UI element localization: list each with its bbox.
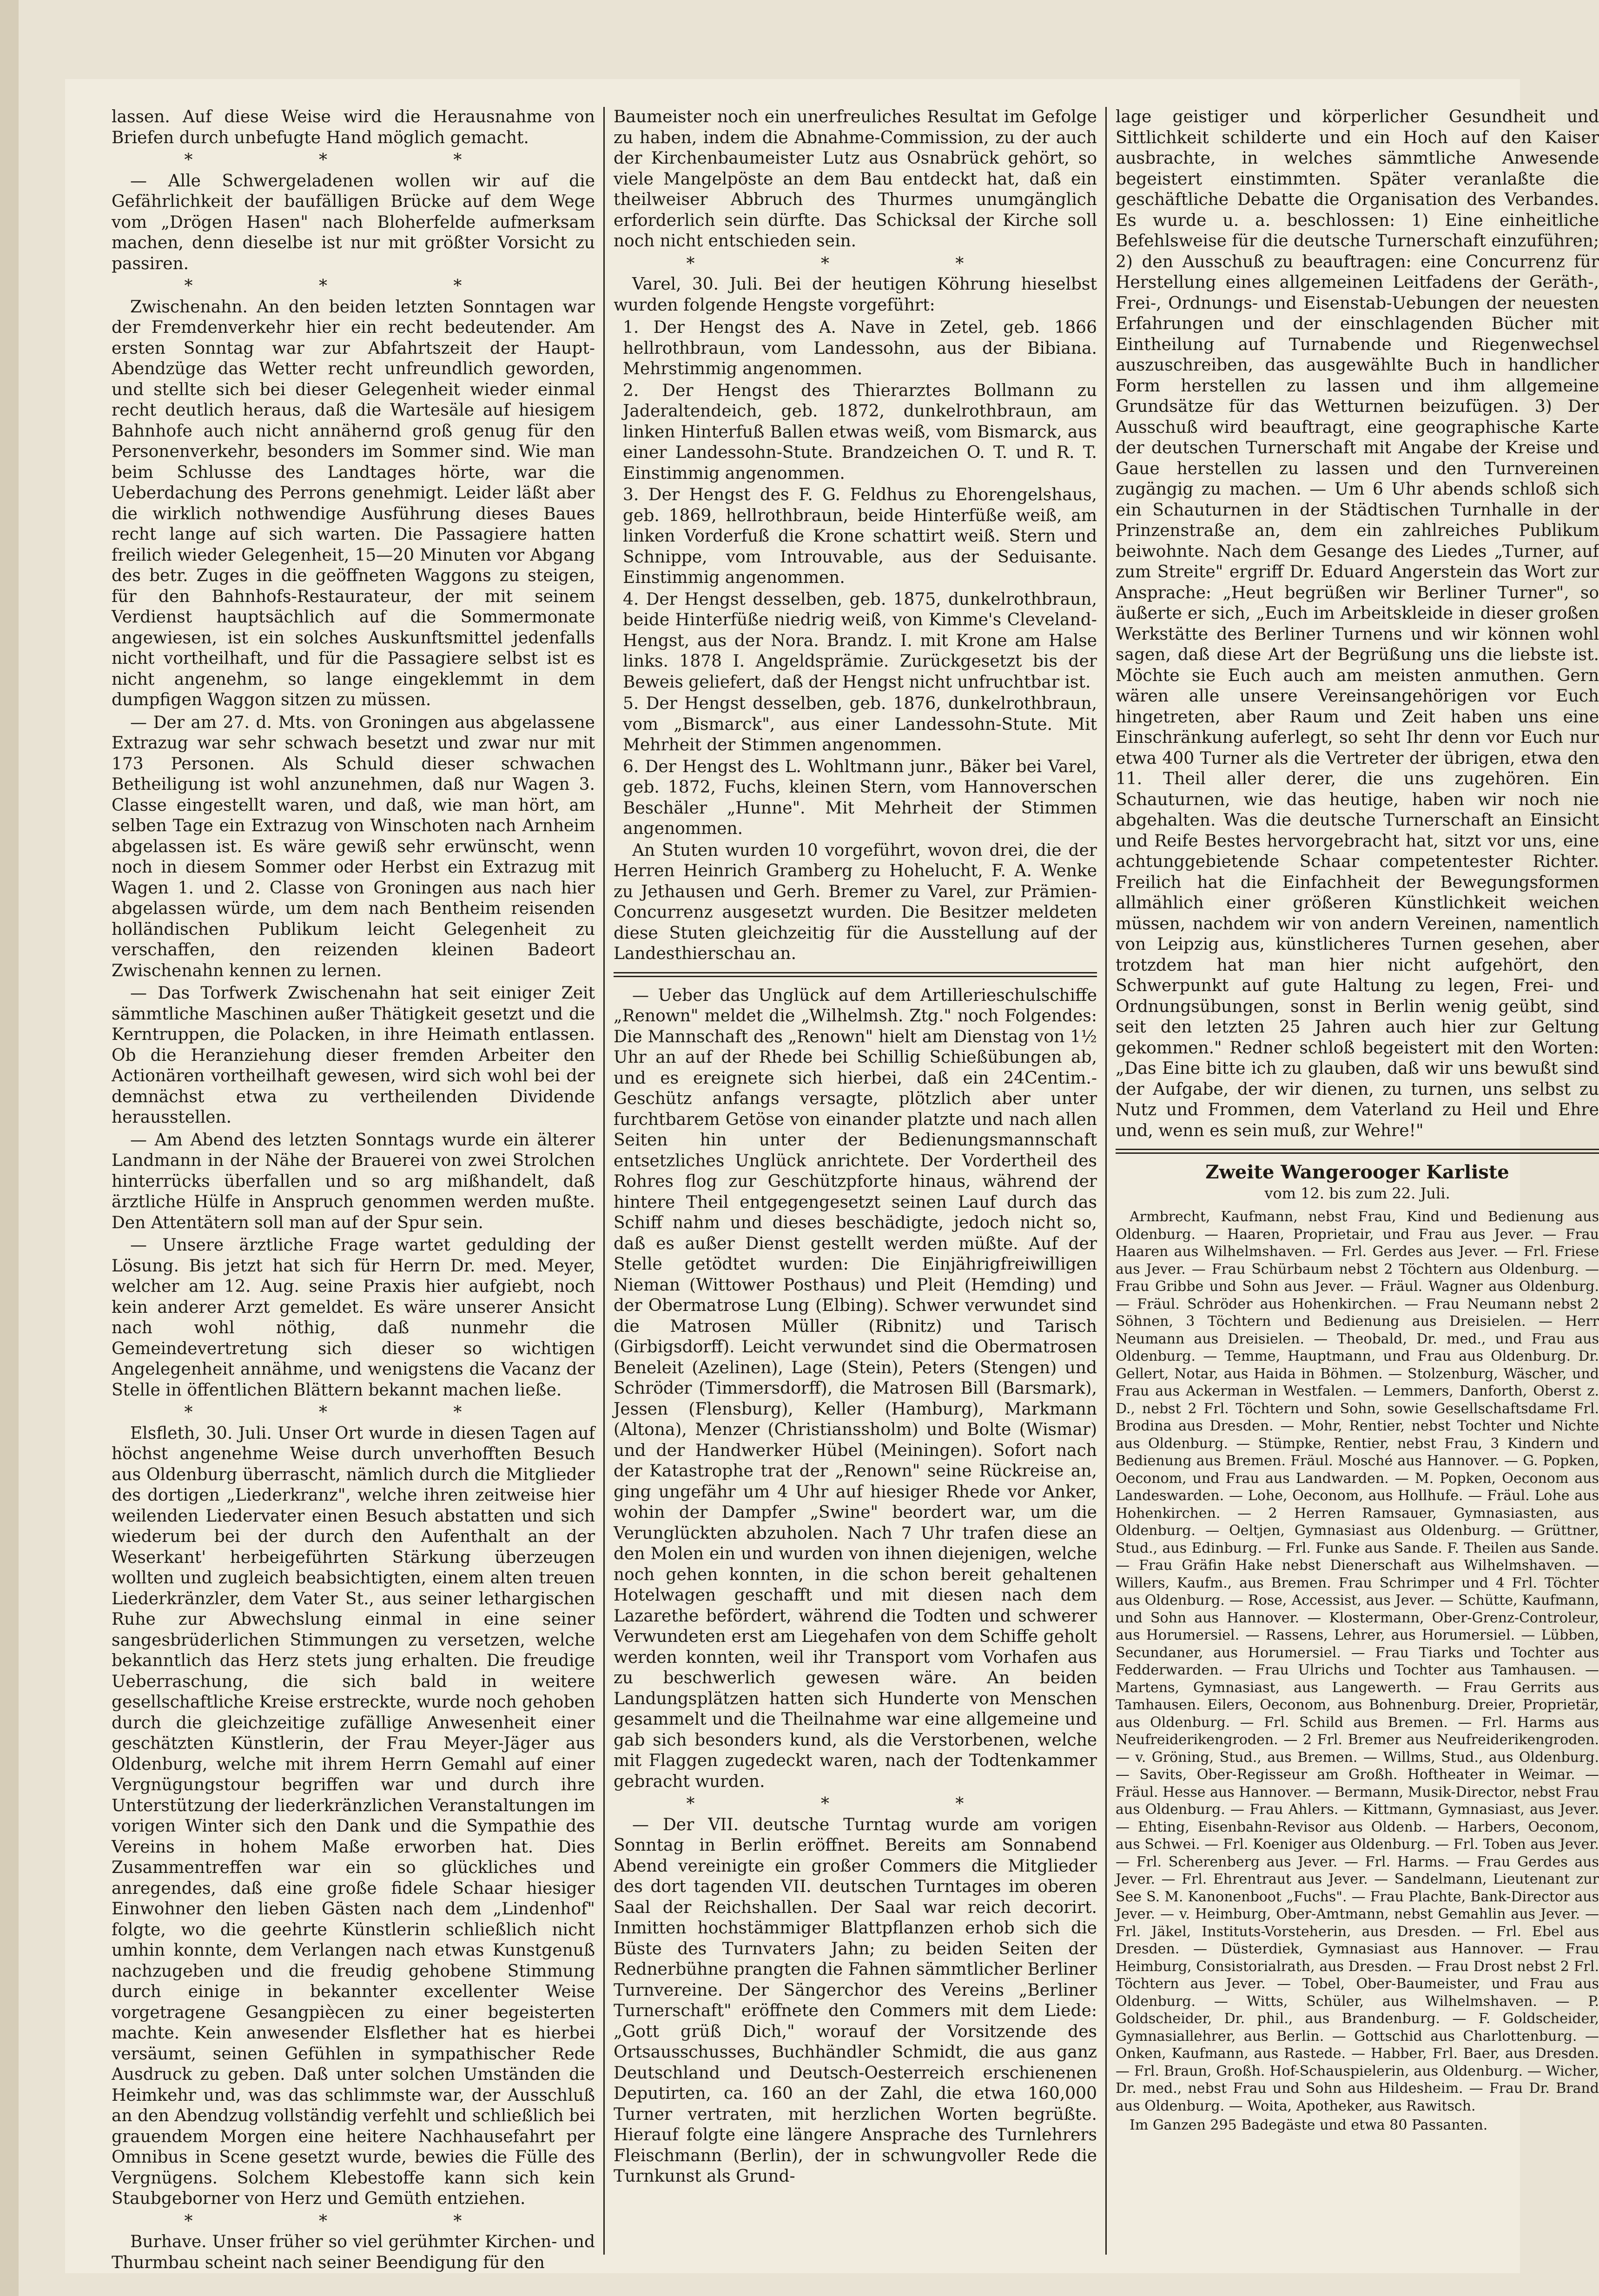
article-stuten: An Stuten wurden 10 vorgeführt, wovon drei, die der Herren Heinrich Gramberg zu Hohelucht, F. A. Wenke zu Jethausen und Gerh. Bremer zu Varel, zur Prämien-Concurrenz ausgesetzt wurden. Die Besitzer meldeten diese Stuten gleichzeitig für die Ausstellung auf der Landesthierschau an.: [614, 840, 1097, 963]
column-2: [614, 107, 1097, 2264]
list-item: 2. Der Hengst des Thierarztes Bollmann zu Jaderaltendeich, geb. 1872, dunkelrothbraun, am linken Hinterfuß Ballen etwas weiß, vom Bismarck, aus einer Landessohn-Stute. Brandzeichen O. T. und R. T. Einstimmig angenommen.: [623, 381, 1097, 483]
karliste-total: Im Ganzen 295 Badegäste und etwa 80 Passanten.: [1130, 2117, 1488, 2133]
article-elsfleth: Elsfleth, 30. Juli. Unser Ort wurde in diesen Tagen auf höchst angenehme Weise durch unverhofften Besuch aus Oldenburg überrascht, nämlich durch die Mitglieder des dortigen „Liederkranz", welche ihren zeitweise hier weilenden Liedervater einen Besuch abstatten und sich wiederum bei der durch den Aufenthalt an der Weserkant' herbeigeführten Stärkung überzeugen wollten und zugleich beabsichtigten, einem alten treuen Liederkränzler, dem Vater St., aus seiner lethargischen Ruhe zur Abwechslung einmal in eine seiner sangesbrüderlichen Stimmungen zu versetzen, welche bekanntlich das Herz stets jung erhalten. Die freudige Ueberraschung, die sich bald in weitere gesellschaftliche Kreise erstreckte, wurde noch gehoben durch die gleichzeitige zufällige Anwesenheit einer geschätzten Künstlerin, der Frau Meyer-Jäger aus Oldenburg, welche mit ihrem Herrn Gemahl auf einer Vergnügungstour begriffen war und durch ihre Unterstützung der liederkränzlichen Veranstaltungen im vorigen Winter sich den Dank und die Sympathie des Vereins in hohem Maße erworben hat. Dies Zusammentreffen war ein so glückliches und anregendes, daß eine große fidele Schaar hiesiger Einwohner den lieben Gästen nach dem „Lindenhof" folgte, wo die geehrte Künstlerin schließlich nicht umhin konnte, dem Verlangen nach etwas Kunstgenuß nachzugeben und die freudig gehobene Stimmung durch einige in bekannter excellenter Weise vorgetragene Gesangpiècen zu einer begeisterten machte. Kein anwesender Elsflether hat es hierbei versäumt, seinen Gefühlen in sympathischer Rede Ausdruck zu geben. Daß unter solchen Umständen die Heimkehr und, was das schlimmste war, der Ausschluß an den Abendzug vollständig verfehlt und schließlich bei grauendem Morgen eine heitere Nachhausefahrt per Omnibus in Scene gesetzt wurde, bewies die Fülle des Vergnügens. Solchem Klebestoffe kann sich kein Staubgeborner von Herz und Gemüth entziehen.: [112, 1423, 595, 2208]
article-schwergeladene: — Alle Schwergeladenen wollen wir auf die Gefährlichkeit der baufälligen Brücke auf dem Wege vom „Drögen Hasen" nach Bloherfelde aufmerksam machen, denn dieselbe ist nur mit größter Vorsicht zu passiren.: [112, 171, 595, 273]
article-zwischenahn: Zwischenahn. An den beiden letzten Sonntagen war der Fremdenverkehr hier ein recht bedeutender. Am ersten Sonntag war zur Abfahrtszeit der Haupt-Abendzüge das Wetter recht unfreundlich geworden, und stellte sich bei dieser Gelegenheit wieder einmal recht deutlich heraus, daß die Wartesäle auf hiesigem Bahnhofe auch nicht annähernd groß genug für den Personenverkehr, besonders im Sommer sind. Wie man beim Schlusse des Landtages hörte, war die Ueberdachung des Perrons genehmigt. Leider läßt aber die wirklich nothwendige Ausführung dieses Baues recht lange auf sich warten. Die Passagiere hatten freilich wieder Gelegenheit, 15—20 Minuten vor Abgang des betr. Zuges in die geöffneten Waggons zu steigen, für den Bahnhofs-Restaurateur, der mit seinem Verdienst hauptsächlich auf die Sommermonate angewiesen, ist ein solches Auskunftsmittel jedenfalls nicht vortheilhaft, und für die Passagiere selbst ist es nicht angenehm, so lange eingeklemmt in dem dumpfigen Waggon sitzen zu müssen.: [112, 297, 595, 709]
article-turntag: — Der VII. deutsche Turntag wurde am vorigen Sonntag in Berlin eröffnet. Bereits am Sonnabend Abend vereinigte ein großer Commers die Mitglieder des dort tagenden VII. deutschen Turntages im oberen Saal der Reichshallen. Der Saal war reich decorirt. Inmitten hochstämmiger Blattpflanzen erhob sich die Büste des Turnvaters Jahn; zu beiden Seiten der Rednerbühne prangten die Fahnen sämmtlicher Berliner Turnvereine. Der Sängerchor des Vereins „Berliner Turnerschaft" eröffnete den Commers mit dem Liede: „Gott grüß Dich," worauf der Vorsitzende des Ortsausschusses, Buchhändler Schmidt, die aus ganz Deutschland und Deutsch-Oesterreich erschienenen Deputirten, ca. 160 an der Zahl, die etwa 160,000 Turner vertraten, mit herzlichen Worten begrüßte. Hierauf folgte eine längere Ansprache des Turnlehrers Fleischmann (Berlin), der in schwungvoller Rede die Turnkunst als Grund-: [614, 1815, 1097, 2186]
list-item: 3. Der Hengst des F. G. Feldhus zu Ehorengelshaus, geb. 1869, hellrothbraun, beide Hinterfüße weiß, am linken Vorderfuß die Krone schattirt weiß. Stern und Schnippe, vom Introuvable, aus der Seduisante. Einstimmig angenommen.: [623, 485, 1097, 587]
newspaper-page: [65, 79, 1599, 2273]
section-stars: * * *: [184, 2211, 522, 2231]
article-turntag-cont: lage geistiger und körperlicher Gesundheit und Sittlichkeit schilderte und ein Hoch auf den Kaiser ausbrachte, in welches sämmtliche Anwesende begeistert einstimmten. Später veranlaßte die geschäftliche Debatte die Organisation des Verbandes. Es wurde u. a. beschlossen: 1) Eine einheitliche Befehlsweise für die deutsche Turnerschaft einzuführen; 2) den Ausschuß zu beauftragen: eine Concurrenz für Herstellung eines allgemeinen Leitfadens der Geräth-, Frei-, Ordnungs- und Eisenstab-Uebungen der neuesten Erfahrungen und der einschlagenden Bücher mit Eintheilung auf Turnabende und Riegenwechsel auszuschreiben, das ausgewählte Buch in handlicher Form herstellen zu lassen und ihm allgemeine Grundsätze für das Wetturnen beizufügen. 3) Der Ausschuß wird beauftragt, eine geographische Karte der deutschen Turnerschaft mit Angabe der Kreise und Gaue herstellen zu lassen und den Turnvereinen zugängig zu machen. — Um 6 Uhr abends schloß sich ein Schauturnen in der Städtischen Turnhalle in der Prinzenstraße an, dem ein zahlreiches Publikum beiwohnte. Nach dem Gesange des Liedes „Turner, auf zum Streite" ergriff Dr. Eduard Angerstein das Wort zur Ansprache: „Heut begrüßen wir Berliner Turner", so äußerte er sich, „Euch im Arbeitskleide in dieser großen Werkstätte des Berliner Turnens und wir können wohl sagen, daß diese Art der Begrüßung uns die liebste ist. Möchte sie Euch auch am meisten anmuthen. Gern wären alle unsere Vereinsangehörigen vor Euch hingetreten, aber Raum und Zeit haben uns eine Einschränkung auferlegt, so seht Ihr denn vor Euch nur etwa 400 Turner als die Vertreter der übrigen, etwa den 11. Theil aller derer, die uns zugehören. Ein Schauturnen, wie das heutige, haben wir noch nie abgehalten. Was die deutsche Turnerschaft an Einsicht und Reife Bestes hervorgebracht hat, sitzt vor uns, eine achtunggebietende Schaar competentester Richter. Freilich hat die Einfachheit der Bewegungsformen allmählich einer größeren Künstlichkeit weichen müssen, nachdem wir von andern Vereinen, namentlich von Leipzig aus, künstlicheres Turnen gesehen, aber trotzdem hat man hier nicht aufgehört, den Schwerpunkt auf gute Haltung zu legen, Frei- und Ordnungsübungen, sonst in Berlin wenig geübt, sind seit den letzten 25 Jahren auch hier zur Geltung gekommen." Redner schloß begeistert mit den Worten: „Das Eine bitte ich zu glauben, daß wir uns bewußt sind der Aufgabe, der wir dienen, zu turnen, uns selbst zu Nutz und Frommen, dem Vaterland zu Heil und Ehre und, wenn es sein muß, zur Wehre!": [1116, 107, 1599, 1140]
list-item: 4. Der Hengst desselben, geb. 1875, dunkelrothbraun, beide Hinterfüße niedrig weiß, von Kimme's Cleveland-Hengst, aus der Nora. Brandz. I. mit Krone am Halse links. 1878 I. Angeldsprämie. Zurückgesetzt bis der Beweis geliefert, daß der Hengst nicht unfruchtbar ist.: [623, 589, 1097, 692]
karliste-body: [1116, 1208, 1599, 2134]
column-3: [1116, 107, 1599, 2264]
section-stars: * * *: [686, 1794, 1024, 1813]
article-arzt: — Unsere ärztliche Frage wartet gedulding der Lösung. Bis jetzt hat sich für Herrn Dr. med. Meyer, welcher am 12. Aug. seine Praxis hier aufgiebt, noch kein anderer Arzt gemeldet. Es wäre unserer Ansicht nach wohl nöthig, daß nunmehr die Gemeindevertretung sich dieser so wichtigen Angelegenheit annähme, und wenigstens die Vacanz der Stelle in öffentlichen Blättern bekannt machen ließe.: [112, 1236, 595, 1400]
hengst-list: [614, 318, 1097, 840]
article-varel: Varel, 30. Juli. Bei der heutigen Köhrung hieselbst wurden folgende Hengste vorgeführt:: [614, 275, 1097, 315]
column-rule: [603, 107, 605, 2255]
section-divider: [614, 972, 1097, 977]
page-edge-shadow: [0, 0, 19, 2296]
section-stars: * * *: [184, 277, 522, 296]
karliste-subtitle: vom 12. bis zum 22. Juli.: [1264, 1184, 1450, 1202]
list-item: 5. Der Hengst desselben, geb. 1876, dunkelrothbraun, vom „Bismarck", aus einer Landessohn-Stute. Mit Mehrheit der Stimmen angenommen.: [623, 694, 1097, 754]
section-stars: * * *: [184, 151, 522, 170]
article-burhave-cont: Baumeister noch ein unerfreuliches Resultat im Gefolge zu haben, indem die Abnahme-Commission, zu der auch der Kirchenbaumeister Lutz aus Osnabrück gehört, so viele Mangelpöste an dem Bau entdeckt hat, daß ein theilweiser Abbruch des Thurmes unumgänglich erforderlich sein dürfte. Das Schicksal der Kirche soll noch nicht entschieden sein.: [614, 107, 1097, 251]
article-burhave: Burhave. Unser früher so viel gerühmter Kirchen- und Thurmbau scheint nach seiner Beendigung für den: [112, 2232, 595, 2272]
article-text: lassen. Auf diese Weise wird die Herausnahme von Briefen durch unbefugte Hand möglich gemacht.: [112, 107, 595, 147]
section-stars: * * *: [184, 1403, 522, 1422]
column-1: [112, 107, 595, 2272]
list-item: 1. Der Hengst des A. Nave in Zetel, geb. 1866 hellrothbraun, vom Landessohn, aus der Bibiana. Mehrstimmig angenommen.: [623, 318, 1097, 378]
article-extrazug: — Der am 27. d. Mts. von Groningen aus abgelassene Extrazug war sehr schwach besetzt und zwar nur mit 173 Personen. Als Schuld dieser schwachen Betheiligung ist wohl anzunehmen, daß nur Wagen 3. Classe eingestellt waren, und daß, wie man hört, am selben Tage ein Extrazug von Winschoten nach Arnheim abgelassen ist. Es wäre gewiß sehr erwünscht, wenn noch in diesem Sommer oder Herbst ein Extrazug mit Wagen 1. und 2. Classe von Groningen aus nach hier abgelassen würde, um dem nach Bentheim reisenden holländischen Publikum leicht Gelegenheit zu verschaffen, den reizenden kleinen Badeort Zwischenahn kennen zu lernen.: [112, 713, 595, 980]
list-item: 6. Der Hengst des L. Wohltmann junr., Bäker bei Varel, geb. 1872, Fuchs, kleinen Stern, vom Hannoverschen Beschäler „Hunne". Mit Mehrheit der Stimmen angenommen.: [623, 757, 1097, 838]
article-renown: — Ueber das Unglück auf dem Artillerieschulschiffe „Renown" meldet die „Wilhelmsh. Ztg." noch Folgendes: Die Mannschaft des „Renown" hielt am Dienstag von 1½ Uhr an auf der Rhede bei Schillig Schießübungen ab, und es ereignete sich hierbei, daß ein 24Centim.-Geschütz anfangs versagte, plötzlich aber unter furchtbarem Getöse von einander platzte und nach allen Seiten hin unter der Bedienungsmannschaft entsetzliches Unglück anrichtete. Der Vordertheil des Rohres flog zur Geschützpforte hinaus, während der hintere Theil entgegengesetzt seinen Lauf durch das Schiff nahm und dieses beschädigte, jedoch nicht so, daß es außer Dienst gestellt werden müßte. Auf der Stelle getödtet wurden: Die Einjährigfreiwilligen Nieman (Wittower Posthaus) und Pleit (Hemding) und der Obermatrose Lung (Elbing). Schwer verwundet sind die Matrosen Müller (Ribnitz) und Tarisch (Girbigsdorff). Leicht verwundet sind die Obermatrosen Beneleit (Azelinen), Lage (Stein), Peters (Stengen) und Schröder (Timmersdorff), die Matrosen Bill (Barsmark), Jessen (Flensburg), Keller (Hamburg), Markmann (Altona), Menzer (Christianssholm) und Bolte (Wismar) und der Handwerker Hübel (Meiningen). Sofort nach der Katastrophe trat der „Renown" seine Rückreise an, ging ungefähr um 4 Uhr auf hiesiger Rhede vor Anker, wohin der Dampfer „Swine" beordert war, um die Verunglückten abzuholen. Nach 7 Uhr trafen diese an den Molen ein und wurden von ihnen diejenigen, welche noch gehen konnten, in die schon bereit gehaltenen Hotelwagen geschafft und mit diesen nach dem Lazarethe befördert, während die Todten und schwerer Verwundeten erst am Liegehafen von dem Schiffe geholt werden konnten, weil ihr Transport vom Vorhafen aus zu beschwerlich gewesen wäre. An beiden Landungsplätzen hatten sich Hunderte von Menschen gesammelt und die Theilnahme war eine allgemeine und gab sich besonders kund, als die Verstorbenen, welche mit Flaggen zugedeckt waren, nach der Todtenkammer gebracht wurden.: [614, 986, 1097, 1791]
article-torfwerk: — Das Torfwerk Zwischenahn hat seit einiger Zeit sämmtliche Maschinen außer Thätigkeit gesetzt und die Kerntruppen, die Polacken, in ihre Heimath entlassen. Ob die Heranziehung dieser fremden Arbeiter den Actionären vortheilhaft gewesen, wird sich wohl bei der demnächst etwa zu vertheilenden Dividende herausstellen.: [112, 984, 595, 1127]
section-stars: * * *: [686, 254, 1024, 273]
column-rule: [1105, 107, 1107, 2255]
section-divider: [1116, 1149, 1599, 1154]
karliste-text: Armbrecht, Kaufmann, nebst Frau, Kind und Bedienung aus Oldenburg. — Haaren, Proprietair, und Frau aus Jever. — Frau Haaren aus Wilhelmshaven. — Frl. Gerdes aus Jever. — Frl. Friese aus Jever. — Frau Schürbaum nebst 2 Töchtern aus Oldenburg. — Frau Gribbe und Sohn aus Jever. — Fräul. Wagner aus Oldenburg. — Fräul. Schröder aus Hohenkirchen. — Frau Neumann nebst 2 Söhnen, 3 Töchtern und Bedienung aus Dreisielen. — Herr Neumann aus Dreisielen. — Theobald, Dr. med., und Frau aus Oldenburg. — Temme, Hauptmann, und Frau aus Oldenburg. Dr. Gellert, Notar, aus Haida in Böhmen. — Stolzenburg, Wäscher, und Frau aus Ackerman in Westfalen. — Lemmers, Danforth, Oberst z. D., nebst 2 Frl. Töchtern und Sohn, sowie Gesellschaftsdame Frl. Brodina aus Dresden. — Mohr, Rentier, nebst Tochter und Nichte aus Oldenburg. — Stümpke, Rentier, nebst Frau, 3 Kindern und Bedienung aus Bremen. Fräul. Mosché aus Hannover. — G. Popken, Oeconom, und Frau aus Landwarden. — M. Popken, Oeconom aus Landeswarden. — Lohe, Oeconom, aus Hollhufe. — Fräul. Lohe aus Hohenkirchen. — 2 Herren Ramsauer, Gymnasiasten, aus Oldenburg. — Oeltjen, Gymnasiast aus Oldenburg. — Grüttner, Stud., aus Edinburg. — Frl. Funke aus Sande. F. Theilen aus Sande. — Frau Gräfin Hake nebst Dienerschaft aus Wilhelmshaven. — Willers, Kaufm., aus Bremen. Frau Schrimper und 4 Frl. Töchter aus Oldenburg. — Rose, Accessist, aus Jever. — Schütte, Kaufmann, und Sohn aus Hannover. — Klostermann, Ober-Grenz-Controleur, aus Horumersiel. — Rassens, Lehrer, aus Horumersiel. — Lübben, Secundaner, aus Horumersiel. — Frau Tiarks und Tochter aus Fedderwarden. — Frau Ulrichs und Tochter aus Tamhausen. — Martens, Gymnasiast, aus Langewerth. — Frau Gerrits aus Tamhausen. Eilers, Oeconom, aus Bohnenburg. Dreier, Proprietär, aus Oldenburg. — Frl. Schild aus Bremen. — Frl. Harms aus Neufreiderikengroden. — 2 Frl. Bremer aus Neufreiderikengroden. — v. Gröning, Stud., aus Bremen. — Willms, Stud., aus Oldenburg. — Savits, Ober-Regisseur am Großh. Hoftheater in Weimar. — Fräul. Hesse aus Hannover. — Bermann, Musik-Director, nebst Frau aus Oldenburg. — Frau Ahlers. — Kittmann, Gymnasiast, aus Jever. — Ehting, Eisenbahn-Revisor aus Oldenb. — Harbers, Oeconom, aus Schwei. — Frl. Koeniger aus Oldenburg. — Frl. Toben aus Jever. — Frl. Scherenberg aus Jever. — Frl. Harms. — Frau Gerdes aus Jever. — Frl. Ehrentraut aus Jever. — Sandelmann, Lieutenant zur See S. M. Kanonenboot „Fuchs". — Frau Plachte, Bank-Director aus Jever. — v. Heimburg, Ober-Amtmann, nebst Gemahlin aus Jever. — Frl. Jäkel, Instituts-Vorsteherin, aus Dresden. — Frl. Ebel aus Dresden. — Düsterdiek, Gymnasiast aus Hannover. — Frau Heimburg, Consistorialrath, aus Dresden. — Frau Drost nebst 2 Frl. Töchtern aus Jever. — Tobel, Ober-Baumeister, und Frau aus Oldenburg. — Witts, Schüler, aus Wilhelmshaven. — P. Goldscheider, Dr. phil., aus Brandenburg. — F. Goldscheider, Gymnasiallehrer, aus Berlin. — Gottschid aus Charlottenburg. — Onken, Kaufmann, aus Rastede. — Habber, Frl. Baer, aus Dresden. — Frl. Braun, Großh. Hof-Schauspielerin, aus Oldenburg. — Wicher, Dr. med., nebst Frau und Sohn aus Hildesheim. — Frau Dr. Brand aus Oldenburg. — Woita, Apotheker, aus Rawitsch.: [1116, 1209, 1599, 2114]
karliste-title: Zweite Wangerooger Karliste: [1205, 1161, 1509, 1183]
article-ueberfall: — Am Abend des letzten Sonntags wurde ein älterer Landmann in der Nähe der Brauerei von zwei Strolchen hinterrücks überfallen und so arg mißhandelt, daß ärztliche Hülfe in Anspruch genommen werden mußte. Den Attentätern soll man auf der Spur sein.: [112, 1130, 595, 1232]
